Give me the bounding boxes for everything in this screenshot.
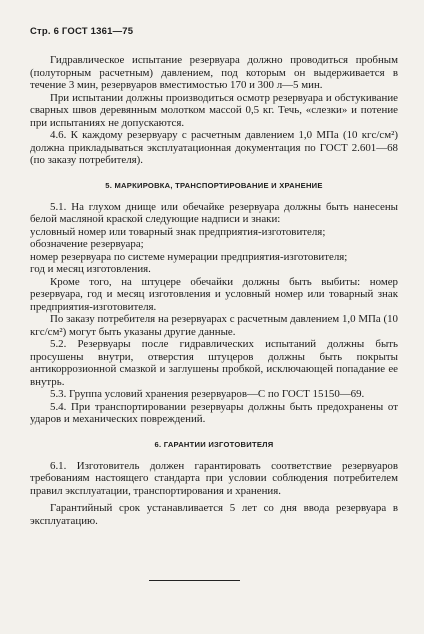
paragraph-5-3: 5.3. Группа условий хранения резервуаров—С по ГОСТ 15150—69. — [50, 388, 365, 400]
paragraph-5-4: 5.4. При транспортировании резервуары должны быть предохранены от ударов и механических повреждений. — [30, 400, 398, 425]
marking-item: условный номер или товарный знак предприятия-изготовителя; — [30, 225, 326, 238]
section-6-title: 6. ГАРАНТИИ ИЗГОТОВИТЕЛЯ — [154, 439, 274, 449]
paragraph-warranty: Гарантийный срок устанавливается 5 лет со дня ввода резервуара в эксплуатацию. — [30, 502, 398, 527]
paragraph-4-6: 4.6. К каждому резервуару с расчетным давлением 1,0 МПа (10 кгс/см²) должна прикладываться эксплуатационная документация по ГОСТ 2.601—68 (по заказу потребителя). — [30, 129, 398, 166]
page-header: Стр. 6 ГОСТ 1361—75 — [30, 26, 134, 37]
marking-item: обозначение резервуара; — [30, 238, 144, 250]
paragraph-inspection: При испытании должны производиться осмотр резервуара и обстукивание сварных швов деревянным молотком массой 0,5 кг. Течь, «слезки» и потение при испытаниях не допускаются. — [30, 91, 398, 129]
paragraph-customer-data: По заказу потребителя на резервуарах с расчетным давлением 1,0 МПа (10 кгс/см²) могут быть указаны другие данные. — [30, 313, 398, 338]
marking-item: год и месяц изготовления. — [30, 263, 151, 275]
end-rule — [149, 580, 240, 581]
paragraph-hydraulic-test: Гидравлическое испытание резервуара должно проводиться пробным (полуторным расчетным) давлением, под которым он выдерживается в течение 3 мин, резервуаров вместимостью 170 и 300 л—5 мин. — [30, 54, 398, 91]
paragraph-5-1: 5.1. На глухом днище или обечайке резервуара должны быть нанесены белой масляной краской следующие надписи и знаки: — [30, 200, 398, 225]
paragraph-fitting-marks: Кроме того, на штуцере обечайки должны быть выбиты: номер резервуара, год и месяц изготовления и условный номер или товарный знак предприятия-изготовителя. — [30, 275, 398, 313]
section-5-title: 5. МАРКИРОВКА, ТРАНСПОРТИРОВАНИЕ И ХРАНЕНИЕ — [105, 180, 323, 190]
paragraph-6-1: 6.1. Изготовитель должен гарантировать соответствие резервуаров требованиям настоящего стандарта при условии соблюдения потребителем правил эксплуатации, транспортирования и хранения. — [30, 459, 398, 497]
paragraph-5-2: 5.2. Резервуары после гидравлических испытаний должны быть просушены внутри, отверстия штуцеров должны быть покрыты антикоррозионной смазкой и заглушены пробкой, исключающей попадание ее внутрь. — [30, 338, 398, 388]
marking-item: номер резервуара по системе нумерации предприятия-изготовителя; — [30, 250, 348, 263]
